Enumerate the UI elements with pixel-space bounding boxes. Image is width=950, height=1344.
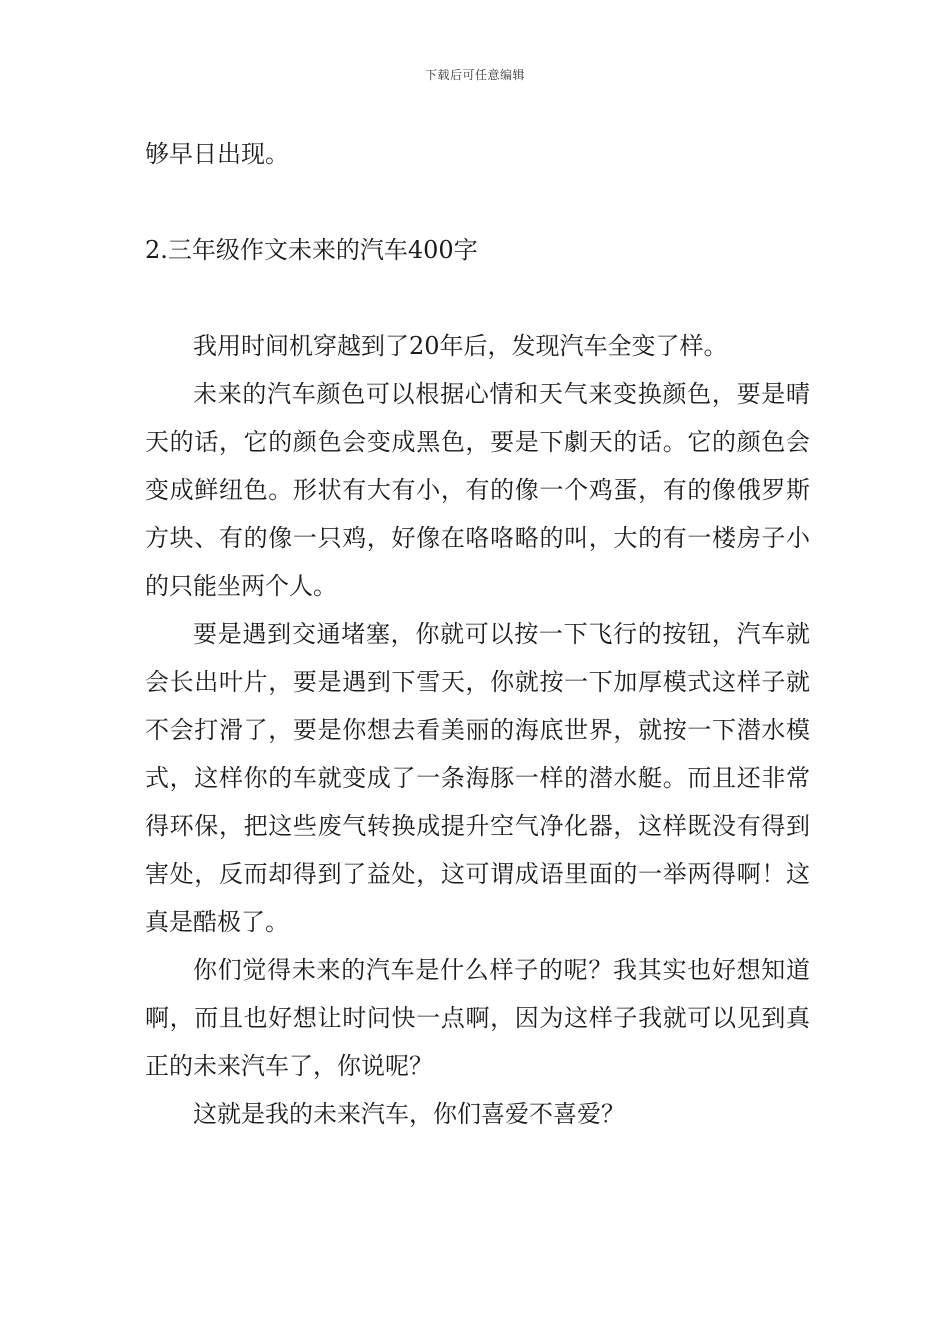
paragraph-5: 这就是我的未来汽车，你们喜爱不喜爱？ [193, 1100, 625, 1128]
paragraph-2: 未来的汽车颜色可以根据心情和天气来变换颜色，要是晴天的话，它的颜色会变成黑色，要是下劇天的话。它的颜色会变成鲜纽色。形状有大有小，有的像一个鸡蛋，有的像俄罗斯方块、有的像一只鸡，好像在咯咯略的叫，大的有一楼房子小的只能坐两个人。 [145, 380, 810, 600]
continuation-line: 够早日出现。 [145, 140, 289, 168]
paragraph-4: 你们觉得未来的汽车是什么样子的呢？我其实也好想知道啊，而且也好想让时问快一点啊，因为这样子我就可以见到真正的未来汽车了，你说呢？ [145, 956, 810, 1080]
section-heading: 2.三年级作文未来的汽车400字 [145, 236, 478, 264]
page-header: 下载后可任意编辑 [424, 68, 525, 82]
document-body [145, 130, 810, 1138]
paragraph-1: 我用时间机穿越到了20年后，发现汽车全变了样。 [193, 332, 728, 360]
paragraph-3: 要是遇到交通堵塞，你就可以按一下飞行的按钮，汽车就会长出叶片，要是遇到下雪天，你就按一下加厚模式这样子就不会打滑了，要是你想去看美丽的海底世界，就按一下潜水模式，这样你的车就变成了一条海豚一样的潜水艇。而且还非常得环保，把这些废气转换成提升空气净化器，这样既没有得到害处，反而却得到了益处，这可谓成语里面的一举两得啊！这真是酷极了。 [145, 620, 810, 936]
